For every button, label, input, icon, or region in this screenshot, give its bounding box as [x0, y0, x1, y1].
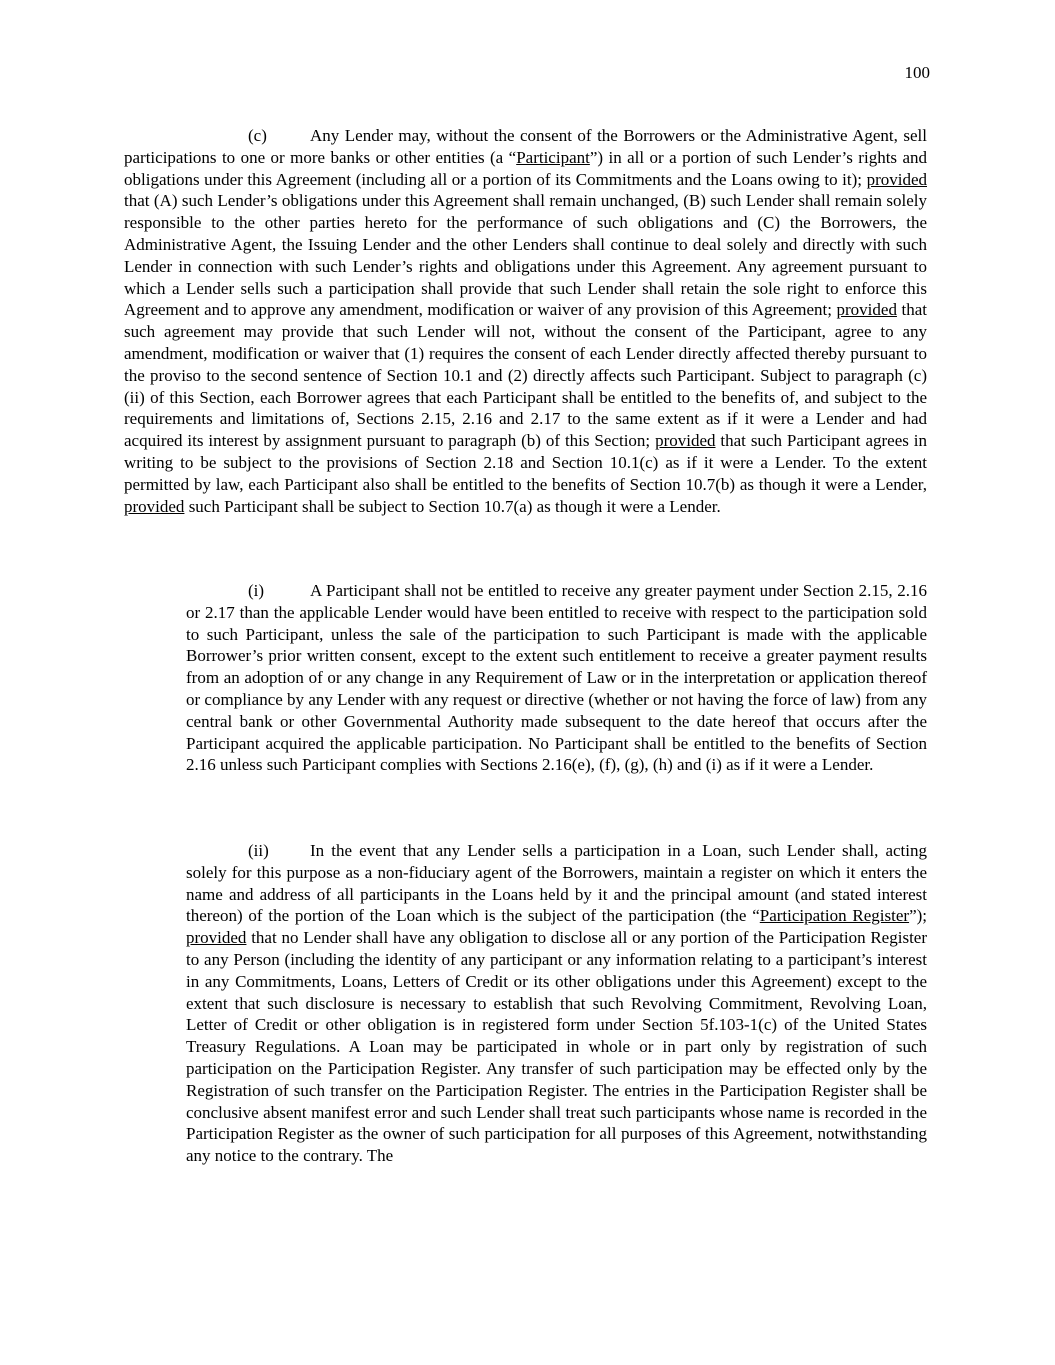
provided-term-4: provided: [124, 496, 185, 516]
paragraph-ii-text-2: ”);: [909, 906, 927, 926]
paragraph-i-label: (i): [248, 581, 265, 600]
provided-term-2: provided: [836, 300, 897, 320]
provided-term-1: provided: [866, 169, 927, 189]
paragraph-ii-text-1: In the event that any Lender sells a participation in a Loan, such Lender shall, acting solely for this purpose as a non-fiduciary agent of the Borrowers, maintain a register on which it enters the name and address of all participants in the Loans held by it and the principal amount (and stated interest thereon) of the portion of the Loan which is the subject of the participation (the “: [186, 841, 927, 926]
paragraph-c-text-3: that (A) such Lender’s obligations under this Agreement shall remain unchanged, (B) such Lender shall remain solely responsible to the other parties hereto for the performance of such obligations and (C) the Borrowers, the Administrative Agent, the Issuing Lender and the other Lenders shall continue to deal solely and directly with such Lender in connection with such Lender’s rights and obligations under this Agreement. Any agreement pursuant to which a Lender sells such a participation shall provide that such Lender shall retain the sole right to enforce this Agreement and to approve any amendment, modification or waiver of any provision of this Agreement;: [124, 191, 927, 320]
paragraph-c-text-1: Any Lender may, without the consent of the Borrowers or the Administrative Agent, sell participations to one or more banks or other entities (a “: [124, 126, 927, 167]
provided-term-3: provided: [655, 431, 716, 451]
paragraph-ii-label: (ii): [248, 841, 269, 860]
paragraph-ii: [186, 840, 927, 1167]
paragraph-i: [186, 580, 927, 776]
paragraph-c-text-4: that such agreement may provide that such Lender will not, without the consent of the Participant, agree to any amendment, modification or waiver that (1) requires the consent of each Lender directly affected thereby pursuant to the proviso to the second sentence of Section 10.1 and (2) directly affects such Participant. Subject to paragraph (c)(ii) of this Section, each Borrower agrees that each Participant shall be entitled to the benefits of, and subject to the requirements and limitations of, Sections 2.15, 2.16 and 2.17 to the same extent as if it were a Lender and had acquired its interest by assignment pursuant to paragraph (b) of this Section;: [124, 300, 927, 451]
paragraph-i-text: A Participant shall not be entitled to receive any greater payment under Section 2.15, 2.16 or 2.17 than the applicable Lender would have been entitled to receive with respect to the participation sold to such Participant, unless the sale of the participation to such Participant is made with the applicable Borrower’s prior written consent, except to the extent such entitlement to receive a greater payment results from an adoption of or any change in any Requirement of Law or in the interpretation or application thereof or compliance by any Lender with any request or directive (whether or not having the force of law) from any central bank or other Governmental Authority made subsequent to the date hereof that occurs after the Participant acquired the applicable participation. No Participant shall be entitled to the benefits of Section 2.16 unless such Participant complies with Sections 2.16(e), (f), (g), (h) and (i) as if it were a Lender.: [186, 581, 927, 775]
participant-defined-term: Participant: [516, 147, 590, 167]
paragraph-c-text-2: ”) in all or a portion of such Lender’s rights and obligations under this Agreement (including all or a portion of its Commitments and the Loans owing to it);: [124, 147, 927, 189]
paragraph-c-label: (c): [248, 126, 267, 145]
paragraph-ii-text-3: that no Lender shall have any obligation to disclose all or any portion of the Participation Register to any Person (including the identity of any participant or any information relating to a participant’s interest in any Commitments, Loans, Letters of Credit or its other obligations under this Agreement) except to the extent that such disclosure is necessary to establish that such Revolving Commitment, Revolving Loan, Letter of Credit or other obligation is in registered form under Section 5f.103-1(c) of the United States Treasury Regulations. A Loan may be participated in whole or in part only by registration of such participation on the Participation Register. Any transfer of such participation may be effected only by the Registration of such transfer on the Participation Register. The entries in the Participation Register shall be conclusive absent manifest error and such Lender shall treat such participants whose name is recorded in the Participation Register as the owner of such participation for all purposes of this Agreement, notwithstanding any notice to the contrary. The: [186, 928, 927, 1166]
paragraph-c-text-5: that such Participant agrees in writing to be subject to the provisions of Section 2.18 and Section 10.1(c) as if it were a Lender. To the extent permitted by law, each Participant also shall be entitled to the benefits of Section 10.7(b) as though it were a Lender,: [124, 431, 927, 494]
paragraph-c-text-6: such Participant shall be subject to Section 10.7(a) as though it were a Lender.: [184, 496, 721, 516]
provided-term-5: provided: [186, 928, 247, 948]
paragraph-c: [124, 125, 927, 517]
page-number: 100: [904, 63, 930, 82]
participation-register-defined-term: Participation Register: [759, 906, 910, 926]
